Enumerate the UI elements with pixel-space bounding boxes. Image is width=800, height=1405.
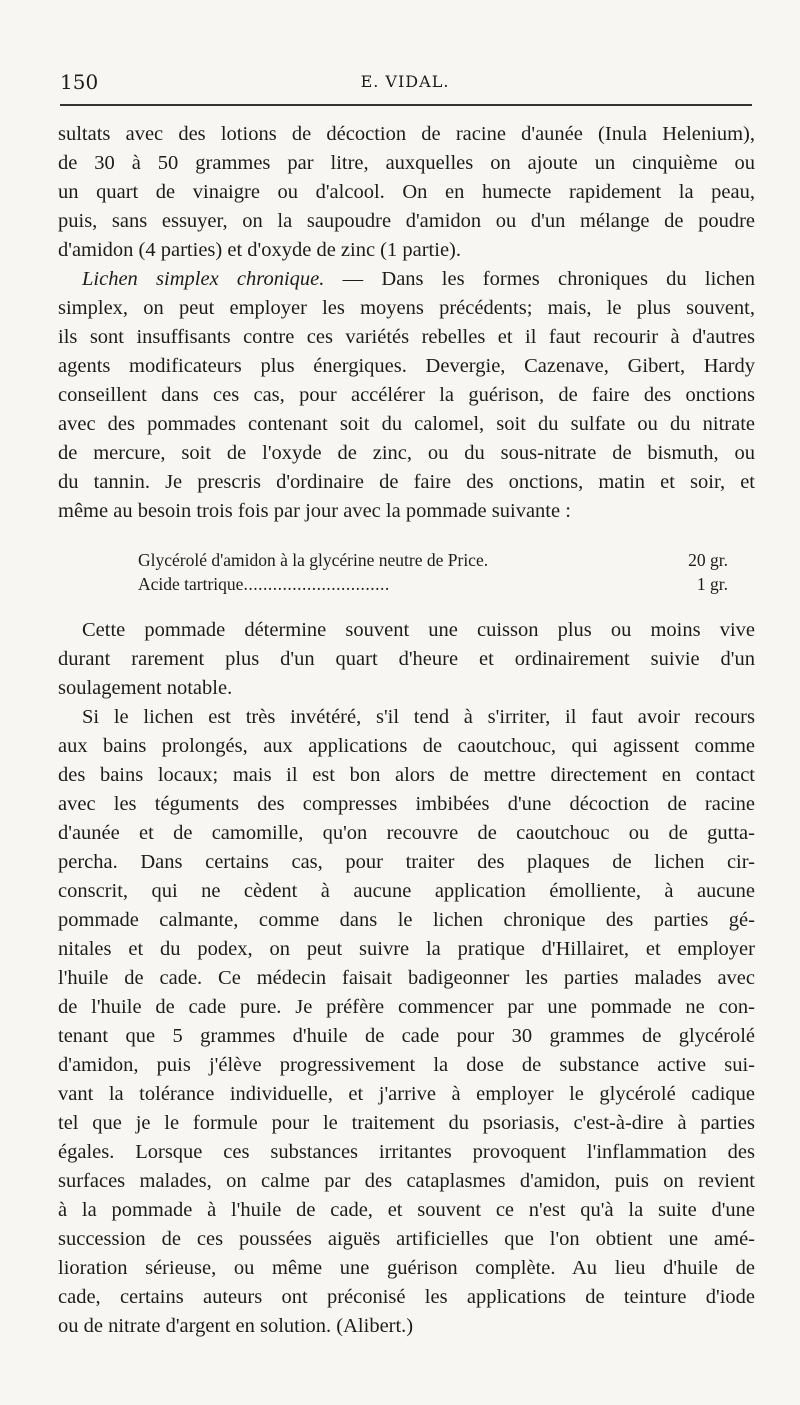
text-line: égales. Lorsque ces substances irritantes provoquent l'inflammation des [58, 1141, 755, 1163]
text-line: des bains locaux; mais il est bon alors de mettre directement en contact [58, 764, 755, 786]
dot-leader: .............................. [243, 574, 390, 594]
formula-quantity: 1 gr. [696, 574, 728, 594]
paragraph-2 [58, 265, 755, 526]
text-line: de mercure, soit de l'oxyde de zinc, ou du sous-nitrate de bismuth, ou [58, 442, 755, 464]
running-head: E. VIDAL. [360, 72, 450, 91]
formula-quantity: 20 gr. [688, 550, 728, 570]
text-line: nitales et du podex, on peut suivre la pratique d'Hillairet, et employer [58, 938, 755, 960]
text-line: conscrit, qui ne cèdent à aucune application émolliente, à aucune [58, 880, 755, 902]
text-line: même au besoin trois fois par jour avec la pommade suivante : [58, 500, 571, 522]
text-line: ou de nitrate d'argent en solution. (Alibert.) [58, 1315, 414, 1337]
text-line: pommade calmante, comme dans le lichen chronique des parties gé- [58, 909, 755, 931]
text-line: l'huile de cade. Ce médecin faisait badigeonner les parties malades avec [58, 967, 755, 989]
text-line: percha. Dans certains cas, pour traiter des plaques de lichen cir- [58, 851, 755, 873]
text-line: ils sont insuffisants contre ces variétés rebelles et il faut recourir à d'autres [58, 326, 755, 348]
text-line: Si le lichen est très invétéré, s'il tend à s'irriter, il faut avoir recours [82, 706, 755, 728]
text-line [58, 265, 755, 294]
prescription-formula [138, 548, 728, 596]
paragraph-3 [58, 616, 755, 703]
text-line: soulagement notable. [58, 677, 233, 699]
text-line: de 30 à 50 grammes par litre, auxquelles on ajoute un cinquième ou [58, 152, 755, 174]
formula-ingredient-line [138, 572, 668, 596]
text-line: cade, certains auteurs ont préconisé les applications de teinture d'iode [58, 1286, 755, 1308]
text-line: d'amidon (4 parties) et d'oxyde de zinc (1 partie). [58, 239, 462, 261]
text-line: d'aunée et de camomille, qu'on recouvre de caoutchouc ou de gutta- [58, 822, 755, 844]
header-rule [60, 104, 752, 106]
text-line: vant la tolérance individuelle, et j'arrive à employer le glycérolé cadique [58, 1083, 755, 1105]
text-line: d'amidon, puis j'élève progressivement la dose de substance active sui- [58, 1054, 755, 1076]
text-line: durant rarement plus d'un quart d'heure et ordinairement suivie d'un [58, 648, 755, 670]
page-number: 150 [60, 70, 99, 94]
text-line: Cette pommade détermine souvent une cuisson plus ou moins vive [82, 619, 755, 641]
formula-ingredient: Glycérolé d'amidon à la glycérine neutre de Price. [138, 550, 489, 570]
paragraph-4 [58, 703, 755, 1341]
text-line: agents modificateurs plus énergiques. Devergie, Cazenave, Gibert, Hardy [58, 355, 755, 377]
text-line: simplex, on peut employer les moyens précédents; mais, le plus souvent, [58, 297, 755, 319]
text-line: sultats avec des lotions de décoction de racine d'aunée (Inula Helenium), [58, 123, 755, 145]
text-line: aux bains prolongés, aux applications de caoutchouc, qui agissent comme [58, 735, 755, 757]
formula-row [138, 572, 728, 596]
text-line: à la pommade à l'huile de cade, et souvent ce n'est qu'à la suite d'une [58, 1199, 755, 1221]
text-line: puis, sans essuyer, on la saupoudre d'amidon ou d'un mélange de poudre [58, 210, 755, 232]
formula-ingredient: Acide tartrique [138, 574, 244, 594]
text-line: avec les téguments des compresses imbibées d'une décoction de racine [58, 793, 755, 815]
text-line: de l'huile de cade pure. Je préfère commencer par une pommade ne con- [58, 996, 755, 1018]
formula-row [138, 548, 728, 572]
heading-continuation: — Dans les formes chroniques du lichen [324, 268, 755, 290]
text-line: avec des pommades contenant soit du calomel, soit du sulfate ou du nitrate [58, 413, 755, 435]
paragraph-1 [58, 120, 755, 265]
text-line: conseillent dans ces cas, pour accélérer la guérison, de faire des onctions [58, 384, 755, 406]
text-line: un quart de vinaigre ou d'alcool. On en humecte rapidement la peau, [58, 181, 755, 203]
text-line: du tannin. Je prescris d'ordinaire de faire des onctions, matin et soir, et [58, 471, 755, 493]
body-text [58, 120, 755, 1341]
section-heading: Lichen simplex chronique. [82, 268, 325, 290]
text-line: tenant que 5 grammes d'huile de cade pour 30 grammes de glycérolé [58, 1025, 755, 1047]
text-line: lioration sérieuse, ou même une guérison complète. Au lieu d'huile de [58, 1257, 755, 1279]
text-line: surfaces malades, on calme par des cataplasmes d'amidon, puis on revient [58, 1170, 755, 1192]
text-line: succession de ces poussées aiguës artificielles que l'on obtient une amé- [58, 1228, 755, 1250]
text-line: tel que je le formule pour le traitement du psoriasis, c'est-à-dire à parties [58, 1112, 755, 1134]
page-header [55, 64, 755, 98]
